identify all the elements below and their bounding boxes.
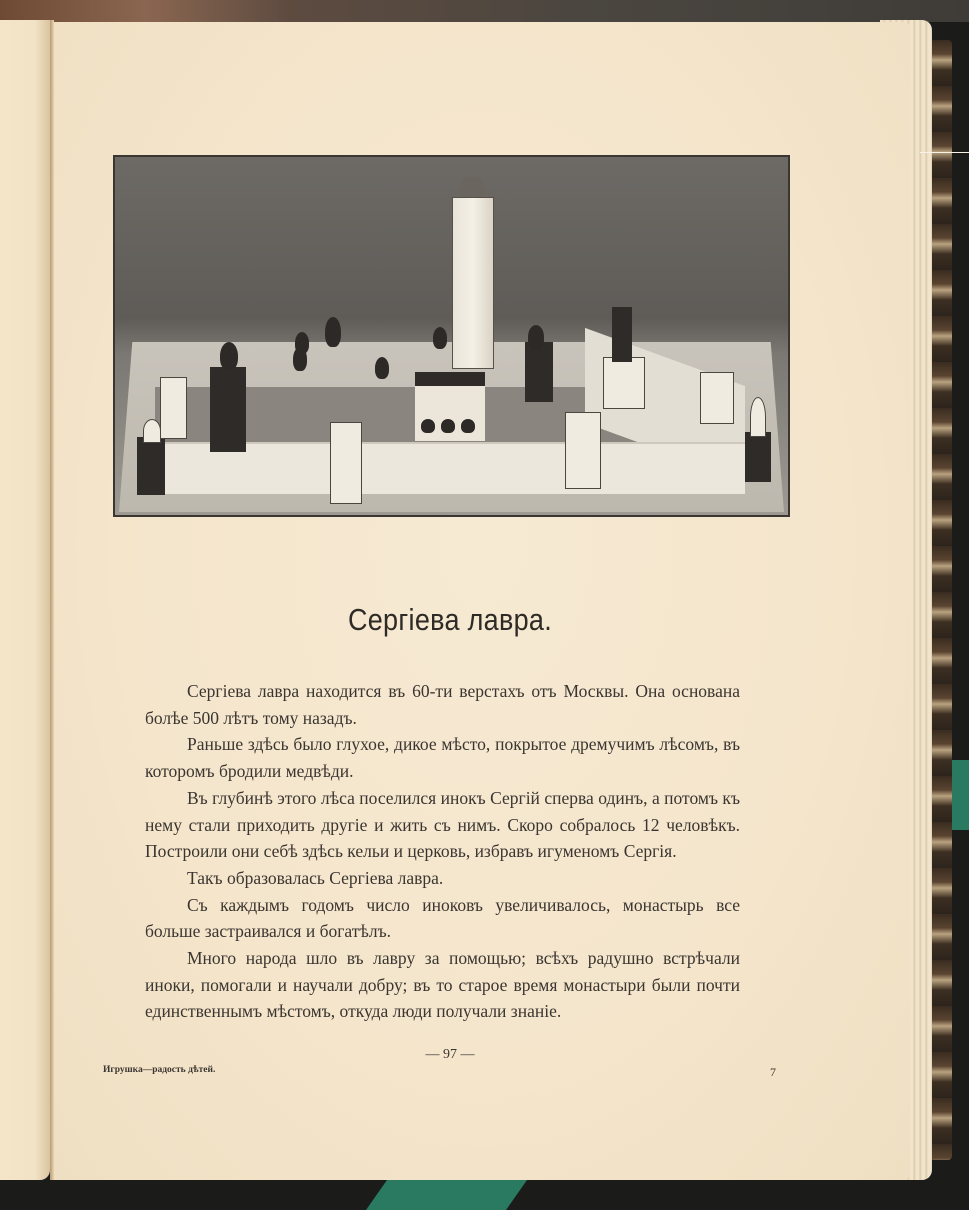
paragraph-2: Раньше здѣсь было глухое, дикое мѣсто, покрытое дремучимъ лѣсомъ, въ которомъ бродили медвѣди. — [145, 734, 740, 782]
corner-tower-right — [745, 432, 771, 482]
page-fold-line — [920, 152, 969, 153]
paragraph-1: Сергiева лавра находится въ 60-ти верстахъ отъ Москвы. Она основана болѣе 500 лѣтъ тому назадъ. — [145, 681, 740, 728]
signature-number: 7 — [770, 1065, 776, 1079]
paragraph-6: Много народа шло въ лавру за помощью; всѣхъ радушно встрѣчали иноки, помогали и научали добру; въ то старое время монастыри были почти единственнымъ мѣстомъ, откуда люди получали знанiе. — [145, 948, 740, 1022]
dome — [528, 325, 544, 349]
tower-left — [160, 377, 187, 439]
church-dark-left — [210, 367, 246, 452]
corner-tower-left — [137, 437, 165, 495]
dome — [433, 327, 447, 349]
book-cover-edge — [930, 40, 952, 1160]
corner-tower-left-top — [143, 419, 161, 443]
book-top-edge — [0, 0, 969, 22]
article-title: Сергiева лавра. — [347, 603, 553, 637]
bell-tower — [452, 197, 494, 369]
church-dark-center — [525, 342, 553, 402]
tower-right-back — [603, 357, 645, 409]
paragraph-3: Въ глубинѣ этого лѣса поселился инокъ Сергiй сперва одинъ, а потомъ къ нему стали приходить другiе и жить съ нимъ. Скоро собралось 12 человѣкъ. Построили они себѣ здѣсь кельи и церковь, избравъ игуменомъ Сергiя. — [145, 787, 740, 862]
left-page-edge — [0, 20, 50, 1180]
dome — [220, 342, 238, 370]
article-body — [145, 678, 740, 1025]
dome — [441, 419, 455, 433]
page-number: — 97 — — [425, 1047, 475, 1062]
dome — [421, 419, 435, 433]
gate-tower — [330, 422, 362, 504]
dome — [461, 419, 475, 433]
corner-tower-right-top — [750, 397, 766, 437]
lavra-model-photograph — [113, 155, 790, 517]
tower-far-right — [700, 372, 734, 424]
tower-right-back-top — [612, 307, 632, 362]
dome — [325, 317, 341, 347]
dome — [375, 357, 389, 379]
wall-tower-middle — [565, 412, 601, 489]
background-green-stripe-right — [952, 760, 969, 830]
paragraph-4: Такъ образовалась Сергiева лавра. — [187, 867, 444, 888]
dome — [295, 332, 309, 354]
paragraph-5: Съ каждымъ годомъ число иноковъ увеличивалось, монастырь все больше застраивался и богатѣлъ. — [145, 894, 740, 942]
signature-title: Игрушка—радость дѣтей. — [103, 1065, 216, 1075]
model-front-wall — [165, 442, 745, 494]
